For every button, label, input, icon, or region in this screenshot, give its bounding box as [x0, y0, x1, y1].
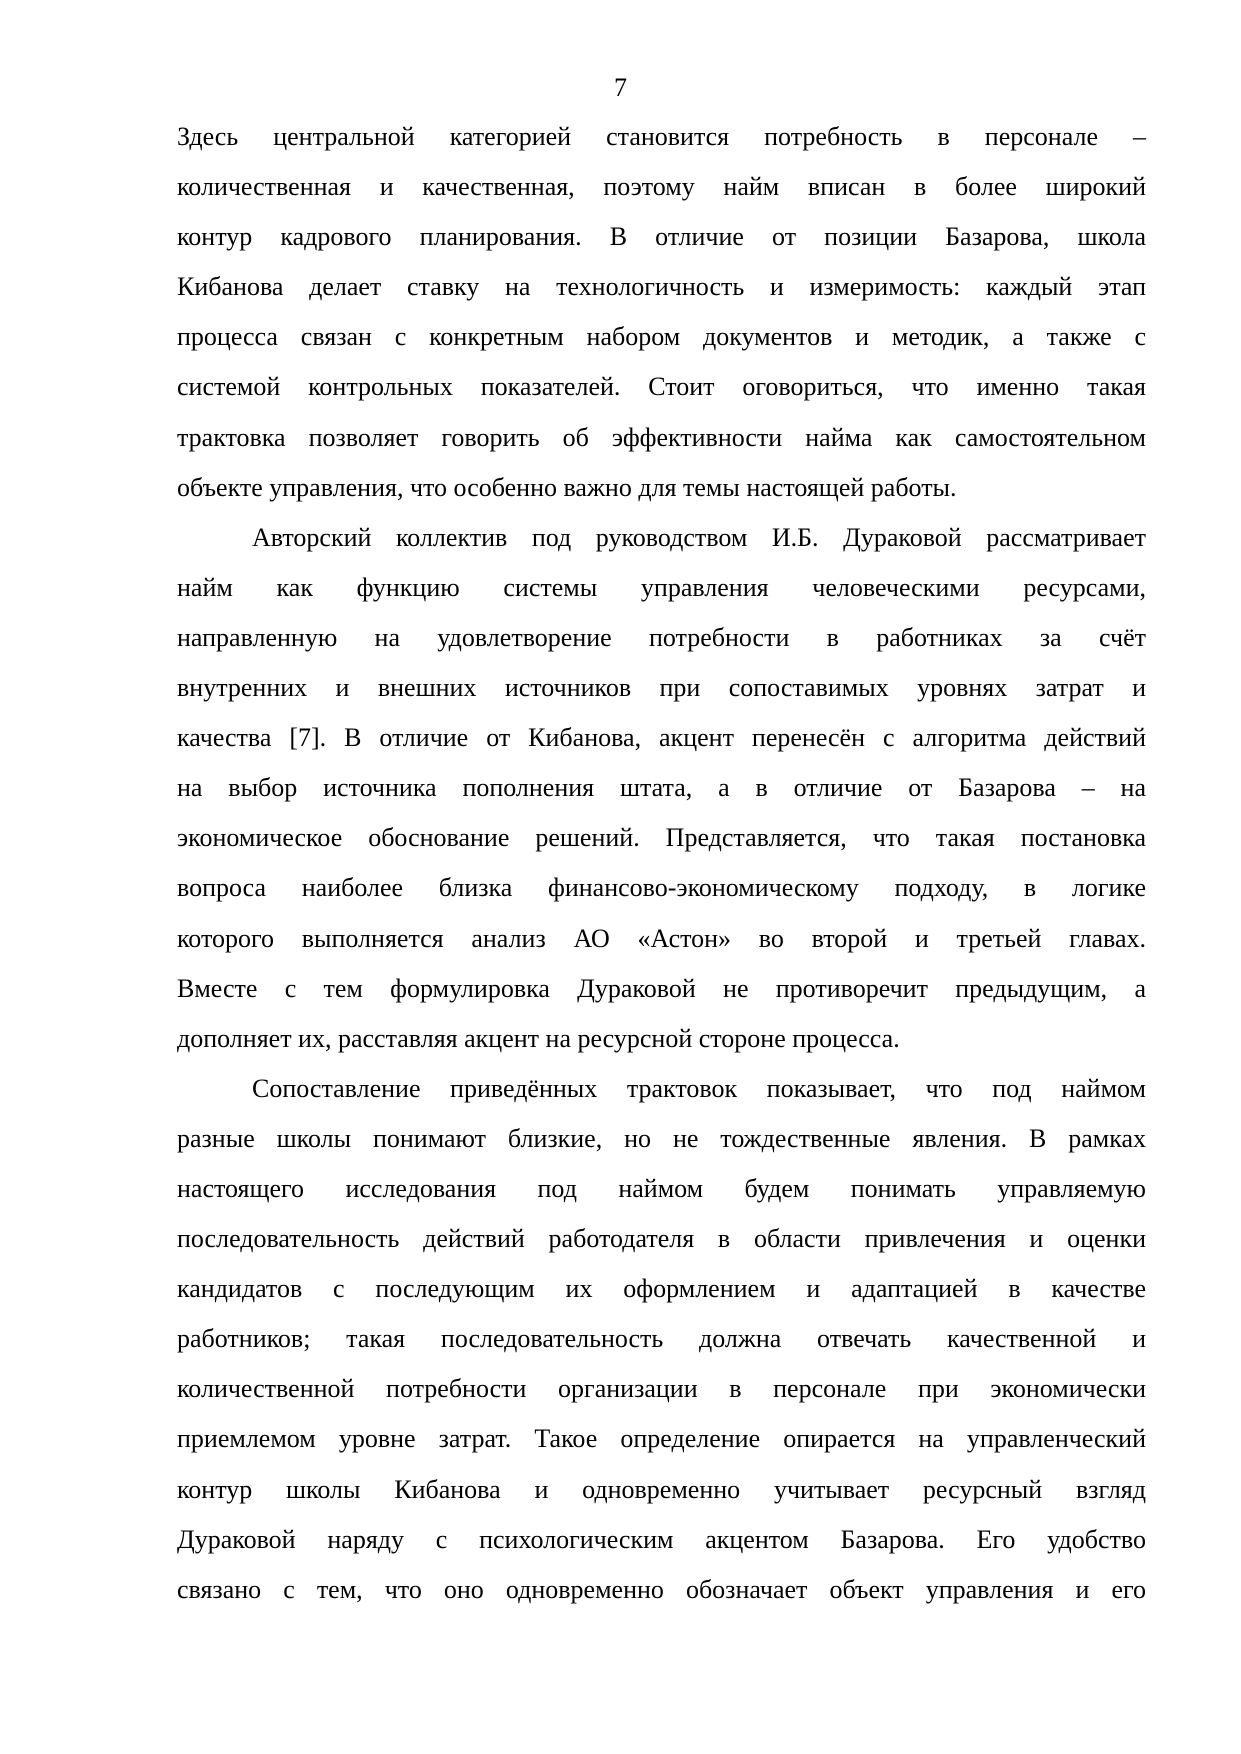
- text-line: Здесь центральной категорией становится потребность в персонале –: [177, 122, 1146, 151]
- text-line: трактовка позволяет говорить об эффективности найма как самостоятельном: [177, 422, 1146, 452]
- text-line: количественной потребности организации в персонале при экономически: [177, 1374, 1146, 1404]
- body-text: [177, 112, 1146, 1615]
- text-line: связано с тем, что оно одновременно обозначает объект управления и его: [177, 1574, 1146, 1604]
- text-line: последовательность действий работодателя в области привлечения и оценки: [177, 1224, 1146, 1254]
- paragraph: [177, 112, 1146, 513]
- text-line: Вместе с тем формулировка Дураковой не противоречит предыдущим, а: [177, 973, 1146, 1003]
- text-line: контур кадрового планирования. В отличие от позиции Базарова, школа: [177, 222, 1146, 252]
- text-line: направленную на удовлетворение потребности в работниках за счёт: [177, 622, 1146, 652]
- text-line: процесса связан с конкретным набором документов и методик, а также с: [177, 322, 1146, 352]
- text-line: вопроса наиболее близка финансово-экономическому подходу, в логике: [177, 873, 1146, 903]
- text-line: контур школы Кибанова и одновременно учитывает ресурсный взгляд: [177, 1474, 1146, 1504]
- text-line: настоящего исследования под наймом будем понимать управляемую: [177, 1173, 1146, 1203]
- text-line: кандидатов с последующим их оформлением и адаптацией в качестве: [177, 1274, 1146, 1304]
- text-line: Дураковой наряду с психологическим акцентом Базарова. Его удобство: [177, 1524, 1146, 1554]
- text-line: найм как функцию системы управления человеческими ресурсами,: [177, 572, 1146, 602]
- text-line: дополняет их, расставляя акцент на ресурсной стороне процесса.: [177, 1023, 900, 1053]
- text-line: Авторский коллектив под руководством И.Б. Дураковой рассматривает: [252, 522, 1146, 552]
- text-line: качества [7]. В отличие от Кибанова, акцент перенесён с алгоритма действий: [177, 723, 1146, 753]
- page-number: 7: [614, 73, 627, 102]
- paragraph: [177, 513, 1146, 1064]
- text-line: Сопоставление приведённых трактовок показывает, что под наймом: [252, 1073, 1146, 1103]
- text-line: объекте управления, что особенно важно для темы настоящей работы.: [177, 472, 957, 502]
- text-line: разные школы понимают близкие, но не тождественные явления. В рамках: [177, 1123, 1146, 1153]
- text-line: на выбор источника пополнения штата, а в отличие от Базарова – на: [177, 773, 1146, 803]
- paragraph: [177, 1064, 1146, 1615]
- text-line: Кибанова делает ставку на технологичность и измеримость: каждый этап: [177, 272, 1146, 302]
- text-line: внутренних и внешних источников при сопоставимых уровнях затрат и: [177, 673, 1146, 703]
- text-line: количественная и качественная, поэтому найм вписан в более широкий: [177, 172, 1146, 202]
- text-line: экономическое обоснование решений. Представляется, что такая постановка: [177, 823, 1146, 853]
- text-line: работников; такая последовательность должна отвечать качественной и: [177, 1324, 1146, 1354]
- text-line: системой контрольных показателей. Стоит оговориться, что именно такая: [177, 372, 1146, 402]
- text-line: приемлемом уровне затрат. Такое определение опирается на управленческий: [177, 1424, 1146, 1454]
- text-line: которого выполняется анализ АО «Астон» во второй и третьей главах.: [177, 923, 1146, 953]
